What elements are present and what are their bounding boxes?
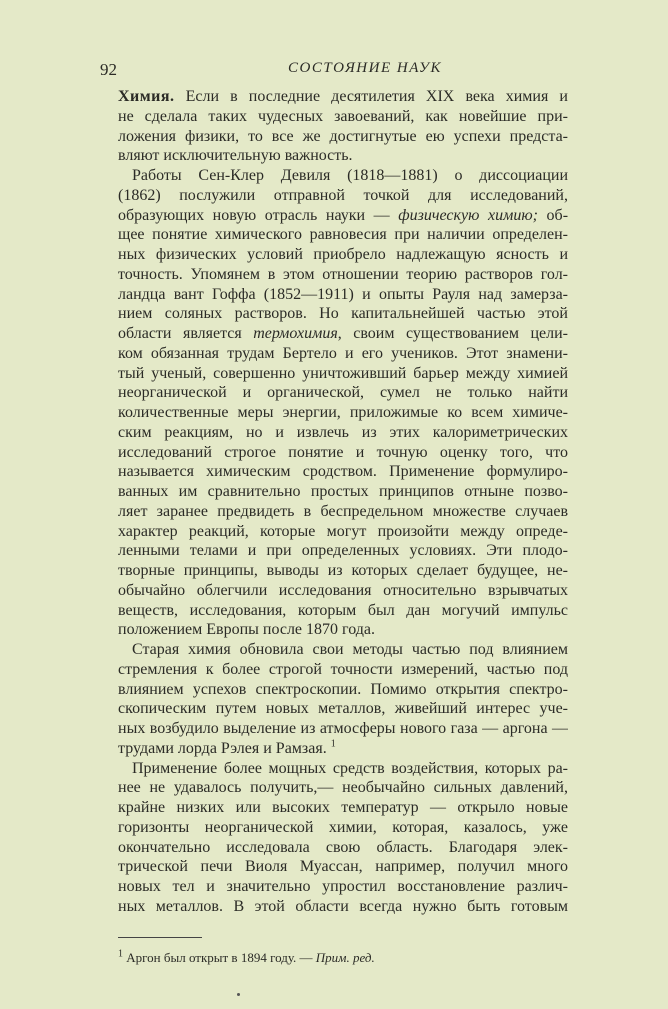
text-segment: влиянием успехов спектроскопии. Помимо открытия спектро- bbox=[118, 680, 568, 698]
text-segment: ванных им сравнительно простых принципов отныне позво- bbox=[118, 483, 568, 500]
text-segment: щее понятие химического равновесия при наличии определен- bbox=[118, 226, 568, 244]
text-segment: Применение более мощных средств воздействия, которых ра- bbox=[132, 759, 568, 777]
text-line bbox=[118, 877, 568, 897]
text-segment: ных возбудило выделение из атмосферы нового газа — аргона — bbox=[118, 720, 568, 737]
text-segment: трической печи Виоля Муассан, например, получил много bbox=[118, 858, 568, 876]
emphasis-text: физическую химию; bbox=[398, 206, 538, 224]
text-segment: ных физических условий приобрело надлежащую ясность и bbox=[118, 246, 568, 263]
text-line bbox=[118, 107, 568, 127]
text-segment: ским реакциям, но и извлечь из этих калориметрических bbox=[118, 423, 568, 441]
text-segment: ложения физики, то все же достигнутые ею успехи предста- bbox=[118, 127, 568, 145]
text-line bbox=[118, 680, 568, 700]
text-segment: области является bbox=[118, 325, 254, 342]
text-segment: тый ученый, совершенно уничтоживший барьер между химией bbox=[118, 364, 568, 382]
text-line bbox=[118, 502, 568, 522]
text-segment: количественные меры энергии, приложимые ко всем химиче- bbox=[118, 404, 568, 421]
text-line bbox=[118, 127, 568, 147]
text-line bbox=[118, 640, 568, 660]
body-text bbox=[118, 87, 568, 917]
text-segment: Если в последние десятилетия XIX века химия и bbox=[174, 88, 568, 105]
text-segment: об- bbox=[537, 206, 568, 224]
text-segment: Старая химия обновила свои методы частью под влиянием bbox=[132, 641, 568, 658]
text-segment: не сделала таких чудесных завоеваний, как новейшие при- bbox=[118, 107, 568, 125]
text-segment: точность. Упомянем в этом отношении теорию растворов гол- bbox=[118, 265, 568, 283]
text-segment: , своим существованием цели- bbox=[337, 325, 568, 342]
text-line bbox=[118, 620, 568, 640]
text-line bbox=[118, 225, 568, 245]
text-segment: называется химическим сродством. Применение формулиро- bbox=[118, 463, 568, 481]
page-number: 92 bbox=[100, 60, 117, 79]
text-line bbox=[118, 778, 568, 798]
text-segment: ландца вант Гоффа (1852—1911) и опыты Рауля над замерза- bbox=[118, 285, 568, 303]
text-segment: стремления к более строгой точности измерений, частью под bbox=[118, 660, 568, 678]
text-segment: неорганической и органической, сумел не только найти bbox=[118, 384, 568, 402]
text-segment: крайне низких или высоких температур — открыло новые bbox=[118, 799, 568, 816]
text-line bbox=[118, 344, 568, 364]
scan-speck bbox=[237, 993, 240, 996]
footnote-reference: 1 bbox=[330, 738, 336, 750]
text-segment: ляет заранее предвидеть в беспредельном множестве случаев bbox=[118, 502, 568, 520]
text-segment: творные принципы, выводы из которых сделает будущее, не- bbox=[118, 562, 568, 579]
text-segment: новых тел и значительно упростил восстановление различ- bbox=[118, 878, 568, 895]
footnote bbox=[118, 950, 375, 966]
text-line bbox=[118, 423, 568, 443]
text-line bbox=[118, 660, 568, 680]
text-line bbox=[118, 324, 568, 344]
text-line bbox=[118, 857, 568, 877]
text-segment: Работы Сен-Клер Девиля (1818—1881) о диссоциации bbox=[132, 167, 568, 184]
text-line bbox=[118, 541, 568, 561]
text-line bbox=[118, 581, 568, 601]
text-line bbox=[118, 522, 568, 542]
footnote-editor-note: Прим. ред. bbox=[315, 950, 375, 965]
text-line bbox=[118, 383, 568, 403]
text-segment: обычайно облегчили исследования относительно взрывчатых bbox=[118, 581, 568, 599]
footnote-divider bbox=[118, 937, 202, 938]
text-segment: образующих новую отрасль науки — bbox=[118, 206, 399, 224]
text-line bbox=[118, 699, 568, 719]
text-segment: ком обязанная трудам Бертело и его учеников. Этот знамени- bbox=[118, 344, 568, 362]
text-line bbox=[118, 818, 568, 838]
text-line bbox=[118, 759, 568, 779]
footnote-marker: 1 bbox=[118, 948, 123, 960]
text-line bbox=[118, 364, 568, 384]
text-segment: ленными телами и при определенных условиях. Эти плодо- bbox=[118, 542, 568, 560]
text-segment: окончательно исследовала свою область. Благодаря элек- bbox=[118, 838, 568, 856]
text-segment: горизонты неорганической химии, которая, казалось, уже bbox=[118, 818, 568, 836]
section-heading: Химия. bbox=[118, 88, 175, 105]
text-line bbox=[118, 304, 568, 324]
text-line bbox=[118, 838, 568, 858]
text-line bbox=[118, 897, 568, 917]
text-segment: трудами лорда Рэлея и Рамзая. bbox=[118, 739, 331, 757]
running-title: СОСТОЯНИЕ НАУК bbox=[288, 60, 442, 76]
text-line bbox=[118, 166, 568, 186]
text-line bbox=[118, 245, 568, 265]
text-line bbox=[118, 87, 568, 107]
text-line bbox=[118, 285, 568, 305]
text-segment: характер реакций, которые могут произойти между опреде- bbox=[118, 522, 568, 540]
text-line bbox=[118, 403, 568, 423]
text-segment: веществ, исследования, которым был дан могучий импульс bbox=[118, 601, 568, 619]
text-line bbox=[118, 146, 568, 166]
footnote-text: Аргон был открыт в 1894 году. — bbox=[123, 950, 316, 965]
text-line bbox=[118, 206, 568, 226]
text-line bbox=[118, 443, 568, 463]
text-segment: нием соляных растворов. Но капитальнейшей частью этой bbox=[118, 305, 568, 323]
text-line bbox=[118, 601, 568, 621]
text-line bbox=[118, 265, 568, 285]
text-segment: положением Европы после 1870 года. bbox=[118, 621, 375, 639]
text-segment: (1862) послужили отправной точкой для исследований, bbox=[118, 186, 568, 204]
text-segment: исследований строгое понятие и точную оценку того, что bbox=[118, 443, 568, 461]
text-line bbox=[118, 798, 568, 818]
text-line bbox=[118, 561, 568, 581]
emphasis-text: термохимия bbox=[253, 325, 338, 342]
text-line bbox=[118, 186, 568, 206]
text-segment: вляют исключительную важность. bbox=[118, 147, 353, 165]
text-segment: нее не удавалось получить,— необычайно сильных давлений, bbox=[118, 779, 568, 797]
text-line bbox=[118, 719, 568, 739]
text-segment: скопическим путем новых металлов, живейший интерес уче- bbox=[118, 700, 568, 718]
text-line bbox=[118, 739, 568, 759]
text-line bbox=[118, 482, 568, 502]
text-line bbox=[118, 462, 568, 482]
text-segment: ных металлов. В этой области всегда нужно быть готовым bbox=[118, 897, 568, 915]
